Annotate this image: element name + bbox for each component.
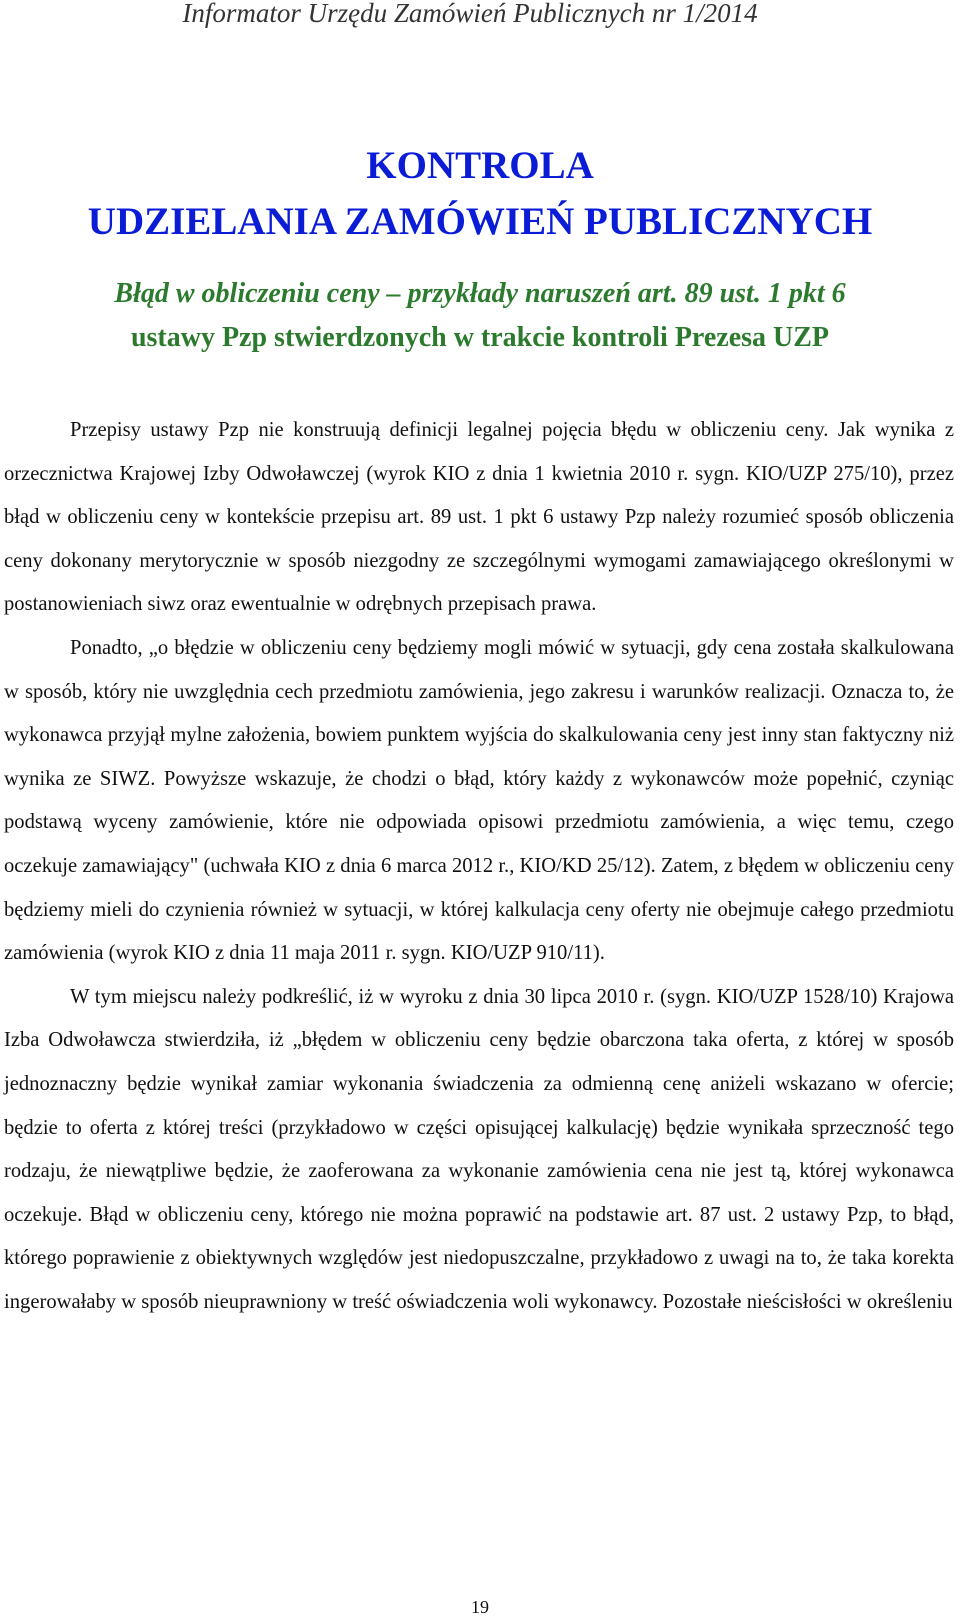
page-number: 19 (471, 1597, 489, 1617)
running-header: Informator Urzędu Zamówień Publicznych nr 1/2014 (182, 0, 758, 28)
article-title-line-2: UDZIELANIA ZAMÓWIEŃ PUBLICZNYCH (87, 200, 873, 243)
article-body (4, 409, 954, 1324)
body-paragraph: Ponadto, „o błędzie w obliczeniu ceny będziemy mogli mówić w sytuacji, gdy cena została skalkulowana w sposób, który nie uwzględnia cech przedmiotu zamówienia, jego zakresu i warunków realizacji. Oznacza to, że wykonawca przyjął mylne założenia, bowiem punktem wyjścia do skalkulowania ceny jest inny stan faktyczny niż wynika ze SIWZ. Powyższe wskazuje, że chodzi o błąd, który każdy z wykonawców może popełnić, czyniąc podstawą wyceny zamówienie, które nie odpowiada opisowi przedmiotu zamówienia, a więc temu, czego oczekuje zamawiający" (uchwała KIO z dnia 6 marca 2012 r., KIO/KD 25/12). Zatem, z błędem w obliczeniu ceny będziemy mieli do czynienia również w sytuacji, w której kalkulacja ceny oferty nie obejmuje całego przedmiotu zamówienia (wyrok KIO z dnia 11 maja 2011 r. sygn. KIO/UZP 910/11). (4, 636, 954, 965)
article-title (0, 138, 960, 250)
body-paragraph: W tym miejscu należy podkreślić, iż w wyroku z dnia 30 lipca 2010 r. (sygn. KIO/UZP 1528/10) Krajowa Izba Odwoławcza stwierdziła, iż „błędem w obliczeniu ceny będzie obarczona taka oferta, z której w sposób jednoznaczny będzie wynikał zamiar wykonania świadczenia za odmienną cenę aniżeli wskazano w ofercie; będzie to oferta z której treści (przykładowo w części opisującej kalkulację) będzie wynikała sprzeczność tego rodzaju, że niewątpliwe będzie, że zaoferowana za wykonanie zamówienia cena nie jest tą, której wykonawca oczekuje. Błąd w obliczeniu ceny, którego nie można poprawić na podstawie art. 87 ust. 2 ustawy Pzp, to błąd, którego poprawienie z obiektywnych względów jest niedopuszczalne, przykładowo z uwagi na to, że taka korekta ingerowałaby w sposób nieuprawniony w treść oświadczenia woli wykonawcy. Pozostałe nieścisłości w określeniu (4, 985, 954, 1313)
article-title-line-1: KONTROLA (366, 144, 594, 187)
article-subtitle-line-2: ustawy Pzp stwierdzonych w trakcie kontroli Prezesa UZP (130, 322, 830, 353)
article-subtitle-line-1: Błąd w obliczeniu ceny – przykłady naruszeń art. 89 ust. 1 pkt 6 (114, 278, 846, 309)
body-paragraph: Przepisy ustawy Pzp nie konstruują definicji legalnej pojęcia błędu w obliczeniu ceny. Jak wynika z orzecznictwa Krajowej Izby Odwoławczej (wyrok KIO z dnia 1 kwietnia 2010 r. sygn. KIO/UZP 275/10), przez błąd w obliczeniu ceny w kontekście przepisu art. 89 ust. 1 pkt 6 ustawy Pzp należy rozumieć sposób obliczenia ceny dokonany merytorycznie w sposób niezgodny ze szczególnymi wymogami zamawiającego określonymi w postanowieniach siwz oraz ewentualnie w odrębnych przepisach prawa. (4, 419, 954, 616)
article-subtitle (0, 272, 960, 360)
